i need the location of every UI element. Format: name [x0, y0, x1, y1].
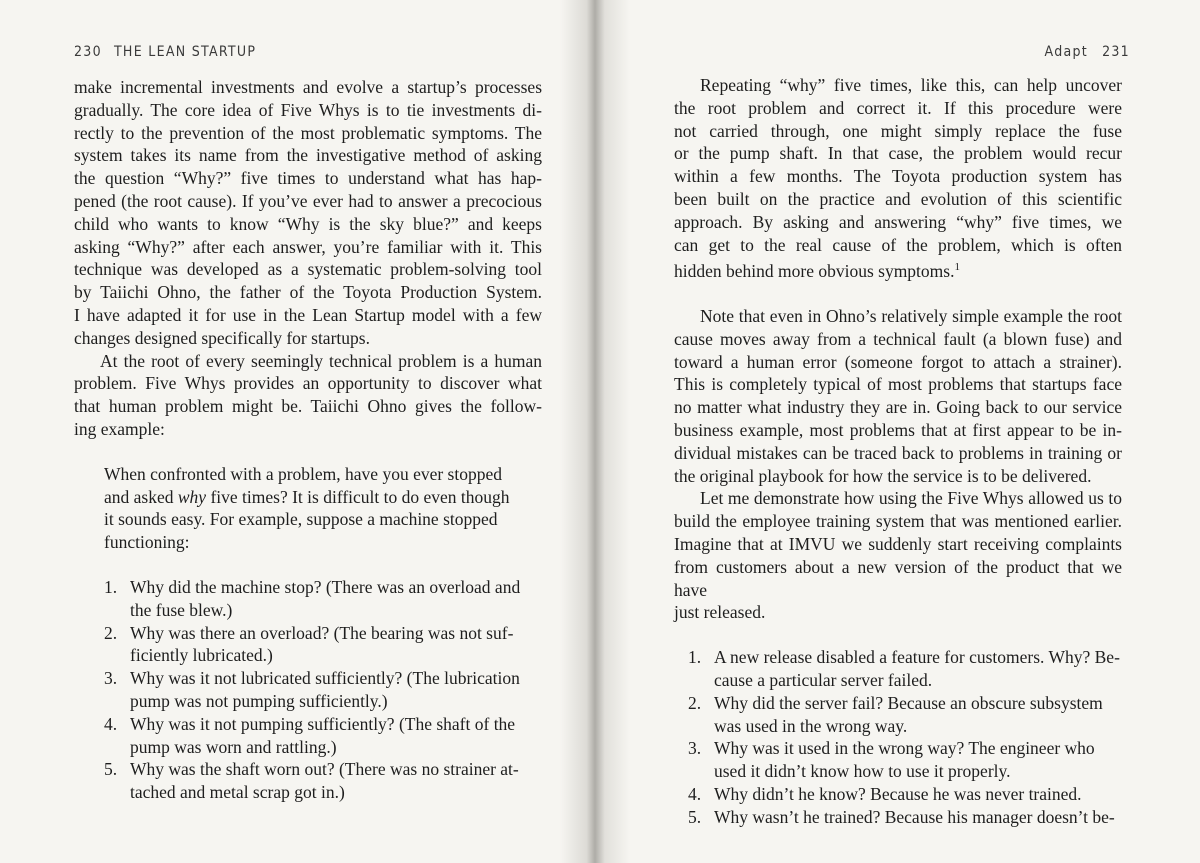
list-item-continuation: pump was not pumping sufficiently.) — [130, 690, 388, 711]
text-line: pened (the root cause). If you’ve ever had to answer a precocious — [74, 190, 542, 211]
book-gutter-shadow — [560, 0, 630, 863]
text-line: Imagine that at IMVU we suddenly start receiving complaints — [674, 533, 1122, 554]
left-paragraph-2 — [74, 350, 542, 441]
list-item-continuation: cause a particular server failed. — [714, 669, 933, 690]
right-page — [590, 0, 1200, 863]
quote-line: and asked why five times? It is difficult to do even though — [104, 486, 510, 507]
list-item-continuation: tached and metal scrap got in.) — [130, 782, 345, 803]
footnote-reference: 1 — [954, 261, 960, 274]
text-line: make incremental investments and evolve a startup’s processes — [74, 77, 542, 97]
text-line: asking “Why?” after each answer, you’re familiar with it. This — [74, 236, 542, 257]
ohno-why-list — [74, 576, 542, 804]
quote-line: it sounds easy. For example, suppose a machine stopped — [104, 509, 498, 530]
ohno-quote — [74, 463, 542, 554]
text-line: Let me demonstrate how using the Five Whys allowed us to — [700, 488, 1122, 509]
left-body-text — [74, 76, 542, 804]
list-item: 4. Why didn’t he know? Because he was never trained. — [688, 783, 1082, 804]
left-running-head — [74, 44, 256, 60]
list-item-continuation: was used in the wrong way. — [714, 715, 908, 736]
left-page — [0, 0, 590, 863]
right-running-head-title: Adapt — [1044, 44, 1089, 60]
list-item: 3. Why was it used in the wrong way? The engineer who — [688, 738, 1095, 759]
text-line: system takes its name from the investigative method of asking — [74, 145, 542, 166]
text-line: dividual mistakes can be traced back to problems in training or — [674, 442, 1122, 463]
text-line: business example, most problems that at first appear to be in- — [674, 419, 1122, 440]
text-line: gradually. The core idea of Five Whys is to tie investments di- — [74, 99, 542, 120]
text-line: rectly to the prevention of the most problematic symptoms. The — [74, 122, 542, 143]
text-line: This is completely typical of most problems that startups face — [674, 374, 1122, 395]
text-line: Repeating “why” five times, like this, can help uncover — [700, 75, 1122, 95]
text-line: At the root of every seemingly technical problem is a human — [100, 350, 542, 371]
list-item: 4. Why was it not pumping sufficiently? (The shaft of the — [104, 713, 516, 734]
list-item: 1. A new release disabled a feature for customers. Why? Be- — [688, 647, 1120, 668]
right-running-head — [1045, 44, 1130, 60]
text-line: the root problem and correct it. If this procedure were — [674, 97, 1122, 118]
text-line: child who wants to know “Why is the sky blue?” and keeps — [74, 213, 542, 234]
text-line: been built on the practice and evolution of this scientific — [674, 188, 1122, 209]
text-line: from customers about a new version of the product that we have — [674, 556, 1122, 600]
text-line: cause moves away from a technical fault (a blown fuse) and — [674, 328, 1122, 349]
text-line: ing example: — [74, 418, 165, 439]
text-line: not carried through, one might simply replace the fuse — [674, 120, 1122, 141]
list-item: 1. Why did the machine stop? (There was an overload and — [104, 576, 521, 597]
text-line: hidden behind more obvious symptoms.$^1$ — [674, 261, 960, 282]
text-line: within a few months. The Toyota production system has — [674, 166, 1122, 187]
list-item-continuation: pump was worn and rattling.) — [130, 736, 337, 757]
text-line: problem. Five Whys provides an opportunity to discover what — [74, 373, 542, 394]
list-item: 3. Why was it not lubricated sufficiently? (The lubrication — [104, 668, 520, 689]
left-running-head-title: THE LEAN STARTUP — [113, 44, 257, 60]
quote-line: functioning: — [104, 532, 190, 553]
text-line: can get to the real cause of the problem, which is often — [674, 234, 1122, 255]
left-paragraph-1 — [74, 76, 542, 350]
left-page-number: 230 — [74, 44, 102, 60]
list-item-continuation: ficiently lubricated.) — [130, 645, 273, 666]
text-line: technique was developed as a systematic problem-solving tool — [74, 259, 542, 280]
text-line: by Taiichi Ohno, the father of the Toyota Production System. — [74, 282, 542, 303]
list-item: 2. Why did the server fail? Because an obscure subsystem — [688, 692, 1103, 713]
text-line: Note that even in Ohno’s relatively simple example the root — [700, 306, 1122, 326]
right-paragraph-1 — [674, 74, 1122, 283]
list-item-continuation: used it didn’t know how to use it properly. — [714, 761, 1011, 782]
quote-line: When confronted with a problem, have you ever stopped — [104, 463, 502, 484]
text-line: changes designed specifically for startups. — [74, 327, 370, 348]
right-paragraph-3 — [674, 487, 1122, 624]
list-item: 5. Why wasn’t he trained? Because his manager doesn’t be- — [688, 806, 1115, 827]
text-line: approach. By asking and answering “why” five times, we — [674, 211, 1122, 232]
imvu-why-list — [674, 646, 1122, 828]
list-item: 5. Why was the shaft worn out? (There was no strainer at- — [104, 759, 519, 780]
right-body-text — [674, 74, 1122, 829]
text-line: the question “Why?” five times to understand what has hap- — [74, 168, 542, 189]
list-item: 2. Why was there an overload? (The bearing was not suf- — [104, 622, 514, 643]
text-line: no matter what industry they are in. Going back to our service — [674, 397, 1122, 418]
text-line: that human problem might be. Taiichi Ohno gives the follow- — [74, 396, 542, 417]
text-line: build the employee training system that was mentioned earlier. — [674, 511, 1122, 532]
right-page-number: 231 — [1102, 44, 1130, 60]
text-line: I have adapted it for use in the Lean Startup model with a few — [74, 304, 542, 325]
text-line: the original playbook for how the service is to be delivered. — [674, 465, 1092, 486]
text-line: just released. — [674, 602, 766, 623]
emphasis-why: why — [177, 486, 207, 507]
right-paragraph-2 — [674, 305, 1122, 487]
text-line: or the pump shaft. In that case, the problem would recur — [674, 143, 1122, 164]
list-item-continuation: the fuse blew.) — [130, 599, 233, 620]
text-line: toward a human error (someone forgot to attach a strainer). — [674, 351, 1122, 372]
